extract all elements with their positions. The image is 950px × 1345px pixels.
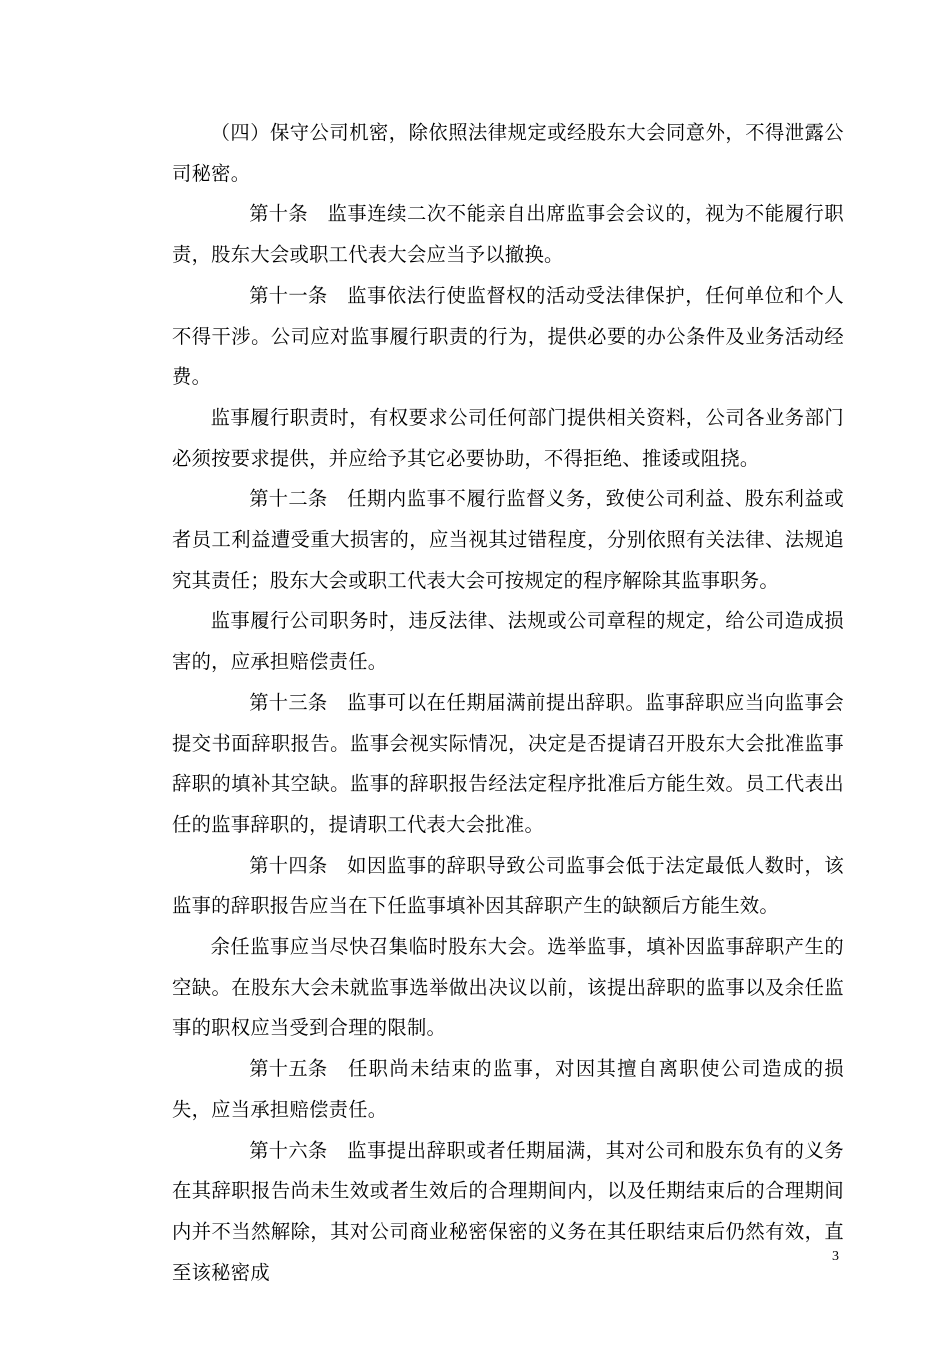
document-body — [172, 113, 844, 1293]
article-16 — [172, 1131, 844, 1294]
page-number: 3 — [832, 1249, 839, 1264]
paragraph-item-4 — [172, 113, 844, 194]
article-14-continued — [172, 927, 844, 1049]
paragraph-text: 监事提出辞职或者任期届满，其对公司和股东负有的义务在其辞职报告尚未生效或者生效后的合理期间内，以及任期结束后的合理期间内并不当然解除，其对公司商业秘密保密的义务在其任职结束后仍然有效，直至该秘密成 — [172, 1138, 844, 1284]
paragraph-text: （四）保守公司机密，除依照法律规定或经股东大会同意外，不得泄露公司秘密。 — [172, 121, 844, 185]
paragraph-text: 余任监事应当尽快召集临时股东大会。选举监事，填补因监事辞职产生的空缺。在股东大会未就监事选举做出决议以前，该提出辞职的监事以及余任监事的职权应当受到合理的限制。 — [172, 935, 844, 1040]
article-number: 第十六条 — [249, 1138, 328, 1162]
article-12-continued — [172, 601, 844, 682]
paragraph-text: 监事依法行使监督权的活动受法律保护，任何单位和个人不得干涉。公司应对监事履行职责的行为，提供必要的办公条件及业务活动经费。 — [172, 283, 844, 389]
paragraph-text: 如因监事的辞职导致公司监事会低于法定最低人数时，该监事的辞职报告应当在下任监事填补因其辞职产生的缺额后方能生效。 — [172, 853, 844, 918]
article-10 — [172, 194, 844, 275]
article-12 — [172, 479, 844, 601]
article-number: 第十一条 — [249, 283, 328, 307]
paragraph-text: 任期内监事不履行监督义务，致使公司利益、股东利益或者员工利益遭受重大损害的，应当视其过错程度，分别依照有关法律、法规追究其责任；股东大会或职工代表大会可按规定的程序解除其监事职务。 — [172, 487, 844, 592]
paragraph-text: 监事可以在任期届满前提出辞职。监事辞职应当向监事会提交书面辞职报告。监事会视实际情况，决定是否提请召开股东大会批准监事辞职的填补其空缺。监事的辞职报告经法定程序批准后方能生效。员工代表出任的监事辞职的，提请职工代表大会批准。 — [172, 690, 844, 836]
article-number: 第十五条 — [249, 1057, 328, 1081]
article-number: 第十四条 — [249, 853, 328, 877]
article-11 — [172, 276, 844, 398]
article-number: 第十二条 — [249, 487, 328, 511]
paragraph-text: 监事连续二次不能亲自出席监事会会议的，视为不能履行职责，股东大会或职工代表大会应当予以撤换。 — [172, 202, 844, 267]
paragraph-text: 监事履行公司职务时，违反法律、法规或公司章程的规定，给公司造成损害的，应承担赔偿责任。 — [172, 609, 844, 674]
paragraph-text: 监事履行职责时，有权要求公司任何部门提供相关资料，公司各业务部门必须按要求提供，并应给予其它必要协助，不得拒绝、推诿或阻挠。 — [172, 405, 844, 470]
article-15 — [172, 1049, 844, 1130]
article-14 — [172, 846, 844, 927]
article-11-continued — [172, 398, 844, 479]
article-13 — [172, 683, 844, 846]
article-number: 第十三条 — [249, 690, 328, 714]
article-number: 第十条 — [249, 202, 308, 226]
paragraph-text: 任职尚未结束的监事，对因其擅自离职使公司造成的损失，应当承担赔偿责任。 — [172, 1057, 844, 1121]
